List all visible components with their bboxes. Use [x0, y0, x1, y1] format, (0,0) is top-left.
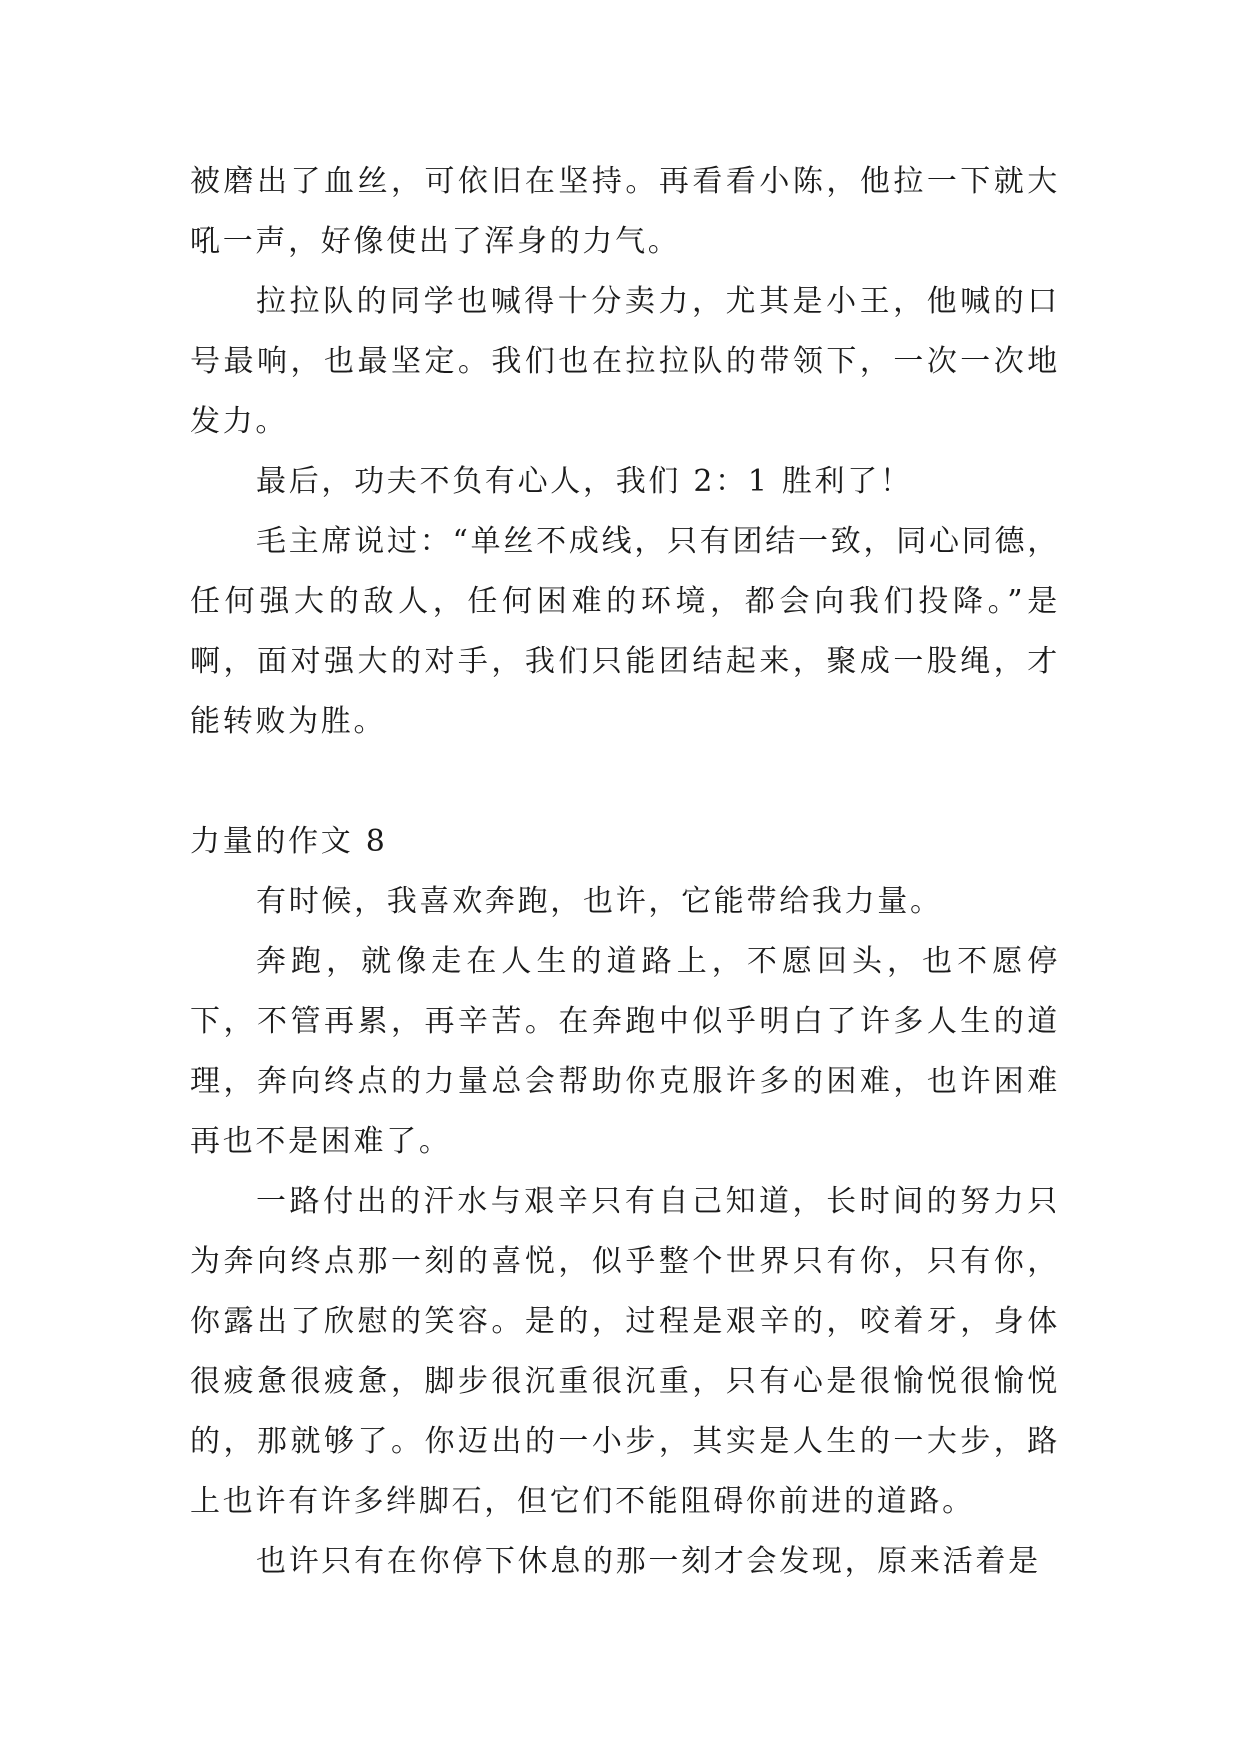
paragraph: 有时候，我喜欢奔跑，也许，它能带给我力量。 — [256, 884, 943, 919]
section-title: 力量的作文 8 — [190, 824, 388, 859]
document-body — [190, 152, 1060, 1592]
paragraph: 一路付出的汗水与艰辛只有自己知道，长时间的努力只为奔向终点那一刻的喜悦，似乎整个世界只有你，只有你，你露出了欣慰的笑容。是的，过程是艰辛的，咬着牙，身体很疲惫很疲惫，脚步很沉重很沉重，只有心是很愉悦很愉悦的，那就够了。你迈出的一小步，其实是人生的一大步，路上也许有许多绊脚石，但它们不能阻碍你前进的道路。 — [190, 1184, 1060, 1519]
paragraph: 最后，功夫不负有心人，我们 2：1 胜利了！ — [256, 464, 913, 499]
paragraph-continued: 也许只有在你停下休息的那一刻才会发现，原来活着是 — [256, 1544, 1041, 1579]
paragraph: 拉拉队的同学也喊得十分卖力，尤其是小王，他喊的口号最响，也最坚定。我们也在拉拉队的带领下，一次一次地发力。 — [190, 284, 1060, 439]
paragraph-continuation: 被磨出了血丝，可依旧在坚持。再看看小陈，他拉一下就大吼一声，好像使出了浑身的力气。 — [190, 164, 1060, 259]
paragraph-quote: 毛主席说过：“单丝不成线，只有团结一致，同心同德，任何强大的敌人，任何困难的环境，都会向我们投降。”是啊，面对强大的对手，我们只能团结起来，聚成一股绳，才能转败为胜。 — [190, 524, 1060, 739]
paragraph: 奔跑，就像走在人生的道路上，不愿回头，也不愿停下，不管再累，再辛苦。在奔跑中似乎明白了许多人生的道理，奔向终点的力量总会帮助你克服许多的困难，也许困难再也不是困难了。 — [190, 944, 1060, 1159]
